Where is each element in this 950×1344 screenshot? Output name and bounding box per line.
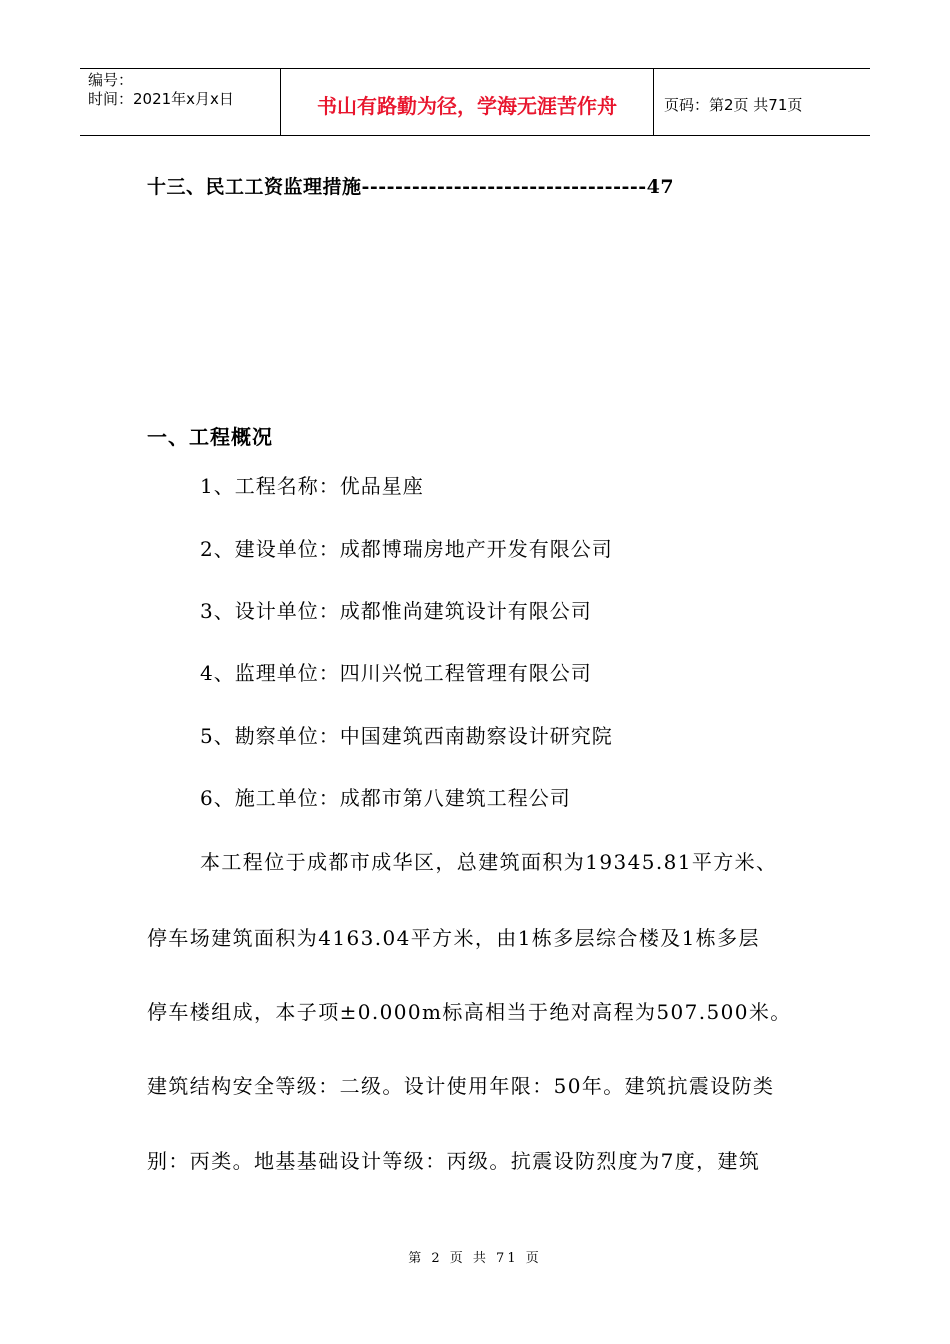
page-footer: 第 2 页 共 71 页 [408,1251,542,1266]
list-item-project-name: 1、工程名称：优品星座 [200,474,424,498]
list-item-survey-unit: 5、勘察单位：中国建筑西南勘察设计研究院 [200,724,613,748]
header-motto-cell [281,69,654,135]
document-date-label: 时间：2021年x月x日 [88,90,234,108]
header-motto: 书山有路勤为径，学海无涯苦作舟 [317,93,617,118]
page-header [80,68,870,136]
header-page-info: 页码：第2页 共71页 [664,95,803,114]
section-title: 一、工程概况 [147,425,273,449]
paragraph-line: 本工程位于成都市成华区，总建筑面积为19345.81平方米、 [200,850,778,874]
toc-entry: 十三、民工工资监理措施----------------------------------47 [147,176,675,198]
list-item-supervision-unit: 4、监理单位：四川兴悦工程管理有限公司 [200,661,592,685]
paragraph-line: 别：丙类。地基基础设计等级：丙级。抗震设防烈度为7度，建筑 [147,1149,761,1173]
paragraph-line: 停车楼组成，本子项±0.000m标高相当于绝对高程为507.500米。 [147,1000,792,1024]
list-item-construction-unit: 2、建设单位：成都博瑞房地产开发有限公司 [200,537,613,561]
document-number-label: 编号： [88,71,134,89]
paragraph-line: 建筑结构安全等级：二级。设计使用年限：50年。建筑抗震设防类 [147,1074,775,1098]
list-item-design-unit: 3、设计单位：成都惟尚建筑设计有限公司 [200,599,592,623]
paragraph-line: 停车场建筑面积为4163.04平方米，由1栋多层综合楼及1栋多层 [147,926,760,950]
list-item-contractor: 6、施工单位：成都市第八建筑工程公司 [200,786,571,810]
header-page-cell [654,69,870,135]
header-info-cell [80,69,281,135]
